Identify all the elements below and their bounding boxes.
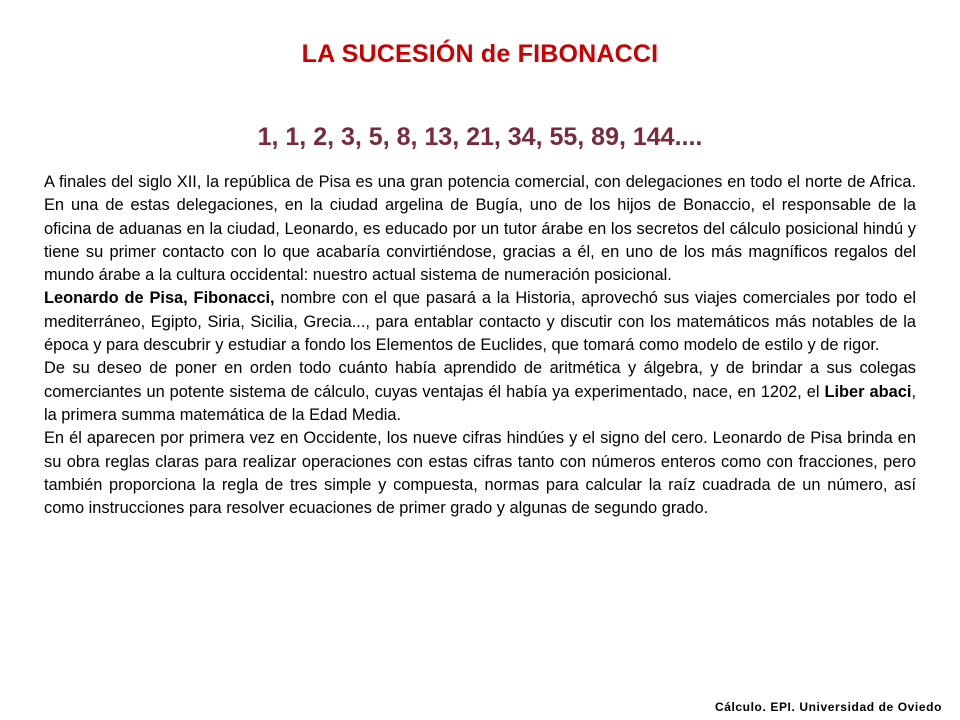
paragraph-1: A finales del siglo XII, la república de Pisa es una gran potencia comercial, con delegaciones en todo el norte de Africa. En una de estas delegaciones, en la ciudad argelina de Bugía, uno de los hijos de Bonaccio, el responsable de la oficina de aduanas en la ciudad, Leonardo, es educado por un tutor árabe en los secretos del cálculo posicional hindú y tiene su primer contacto con lo que acabaría convirtiéndose, gracias a él, en uno de los más magníficos regalos del mundo árabe a la cultura occidental: nuestro actual sistema de numeración posicional. [44, 173, 916, 285]
paragraph-3-end: , la primera summa matemática de la Edad Media. [44, 382, 917, 424]
paragraph-2-text: nombre con el que pasará a la Historia, aprovechó sus viajes comerciales por todo el mediterráneo, Egipto, Siria, Sicilia, Grecia..., para entablar contacto y discutir con los matemáticos más notables de la época y para descubrir y estudiar a fondo los Elementos de Euclides, que tomará como modelo de estilo y de rigor. [44, 289, 916, 355]
paragraph-2-bold: Leonardo de Pisa, Fibonacci, [44, 289, 275, 308]
footer-credit: Cálculo. EPI. Universidad de Oviedo [714, 700, 942, 714]
paragraph-4: En él aparecen por primera vez en Occidente, los nueve cifras hindúes y el signo del cero. Leonardo de Pisa brinda en su obra reglas claras para realizar operaciones con estas cifras tanto con números enteros como con fracciones, pero también proporciona la regla de tres simple y compuesta, normas para calcular la raíz cuadrada de un número, así como instrucciones para resolver ecuaciones de primer grado y algunas de segundo grado. [44, 429, 916, 518]
paragraph-2 [44, 287, 916, 357]
page-title: LA SUCESIÓN de FIBONACCI [301, 40, 659, 68]
paragraph-3-bold: Liber abaci [824, 382, 912, 401]
fibonacci-sequence: 1, 1, 2, 3, 5, 8, 13, 21, 34, 55, 89, 144.... [257, 123, 703, 151]
body-text [44, 171, 916, 520]
paragraph-3 [44, 357, 916, 427]
paragraph-3-start: De su deseo de poner en orden todo cuánto había aprendido de aritmética y álgebra, y de brindar a sus colegas comerciantes un potente sistema de cálculo, cuyas ventajas él había ya experimentado, nace, en 1202, el [44, 359, 916, 401]
